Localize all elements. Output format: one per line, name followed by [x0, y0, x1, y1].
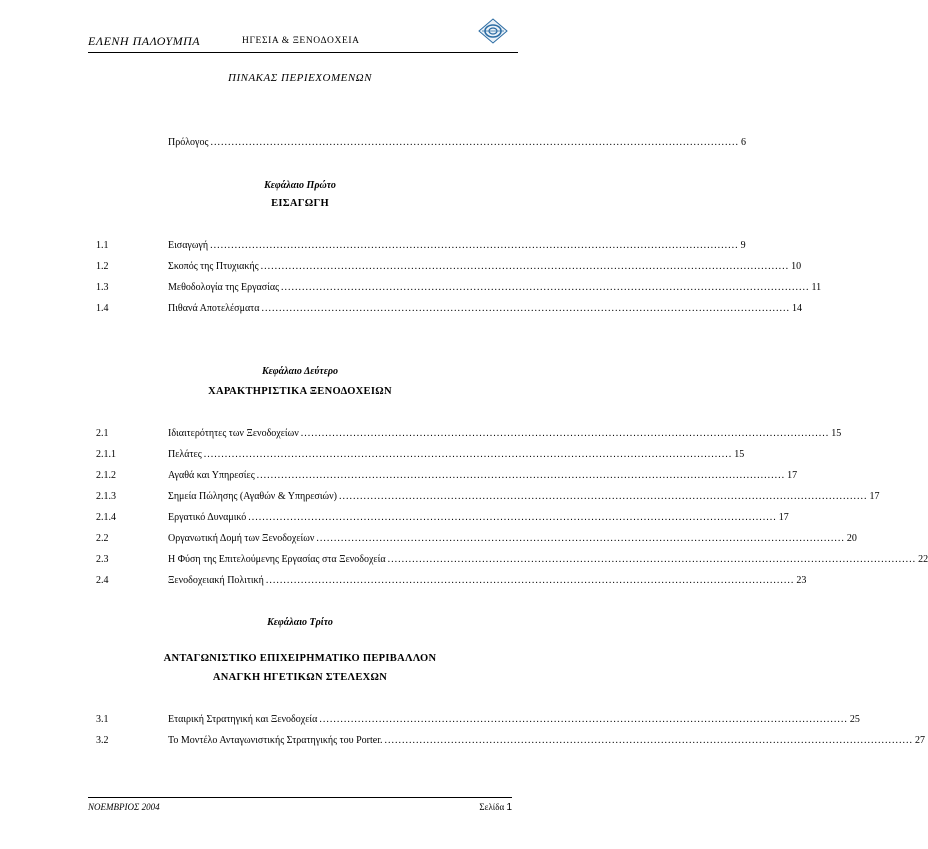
- dot-leader: .......................................................................................................................................................: [300, 428, 830, 439]
- toc-entry-title: Οργανωτική Δομή των Ξενοδοχείων: [168, 533, 315, 544]
- toc-entry-page: 14: [791, 303, 802, 314]
- toc-entry-page: 9: [740, 240, 746, 251]
- toc-entry-number: 2.1: [96, 428, 109, 439]
- toc-entry-number: 1.3: [96, 282, 109, 293]
- header-subject: ΗΓΕΣΙΑ & ΞΕΝΟΔΟΧΕΙΑ: [242, 36, 360, 46]
- dot-leader: .......................................................................................................................................................: [384, 735, 913, 746]
- chapter-2-title: ΧΑΡΑΚΤΗΡΙΣΤΙΚΑ ΞΕΝΟΔΟΧΕΙΩΝ: [208, 386, 392, 397]
- toc-entry-number: 3.1: [96, 714, 109, 725]
- toc-entry-title: Σκοπός της Πτυχιακής: [168, 261, 259, 272]
- toc-entry-number: 3.2: [96, 735, 109, 746]
- toc-entry[interactable]: [96, 714, 860, 728]
- toc-entry-page: 10: [791, 261, 802, 272]
- toc-entry-title: Πελάτες: [168, 449, 202, 460]
- dot-leader: .......................................................................................................................................................: [387, 554, 917, 565]
- toc-entry[interactable]: [96, 261, 802, 275]
- page-header: [88, 30, 518, 53]
- dot-leader: .......................................................................................................................................................: [316, 533, 845, 544]
- toc-entry[interactable]: [96, 512, 789, 526]
- dot-leader: .......................................................................................................................................................: [210, 137, 739, 148]
- toc-entry-page: 20: [846, 533, 857, 544]
- toc-entry-page: 15: [831, 428, 842, 439]
- toc-entry-number: 2.1.4: [96, 512, 116, 523]
- toc-entry-title: Εταιρική Στρατηγική και Ξενοδοχεία: [168, 714, 318, 725]
- toc-entry-page: 17: [778, 512, 789, 523]
- toc-entry-page: 11: [811, 282, 822, 293]
- header-author: ΕΛΕΝΗ ΠΑΛΟΥΜΠΑ: [88, 34, 201, 48]
- toc-entry-number: 2.4: [96, 575, 109, 586]
- toc-entry-title: Το Μοντέλο Ανταγωνιστικής Στρατηγικής του Porter.: [168, 735, 383, 746]
- footer-page-label: Σελίδα: [479, 802, 505, 812]
- toc-entry-title: Αγαθά και Υπηρεσίες: [168, 470, 255, 481]
- toc-entry[interactable]: [96, 449, 745, 463]
- toc-entry-title: Μεθοδολογία της Εργασίας: [168, 282, 280, 293]
- toc-entry-number: 2.1.1: [96, 449, 116, 460]
- toc-entry-number: 2.1.3: [96, 491, 116, 502]
- toc-entry[interactable]: [96, 303, 802, 317]
- dot-leader: .......................................................................................................................................................: [203, 449, 733, 460]
- toc-entry-prologue[interactable]: [96, 137, 746, 151]
- toc-entry[interactable]: [96, 282, 822, 296]
- dot-leader: .......................................................................................................................................................: [265, 575, 795, 586]
- toc-entry-title: Ξενοδοχειακή Πολιτική: [168, 575, 264, 586]
- footer-page-indicator: [479, 802, 512, 813]
- chapter-3-label: Κεφάλαιο Τρίτο: [267, 617, 333, 628]
- toc-entry[interactable]: [96, 240, 746, 254]
- toc-entry-page: 6: [740, 137, 746, 148]
- page-footer: [88, 797, 512, 812]
- toc-entry-page: 17: [787, 470, 798, 481]
- toc-entry-title: Πιθανά Αποτελέσματα: [168, 303, 260, 314]
- dot-leader: .......................................................................................................................................................: [260, 261, 790, 272]
- toc-entry-title: Ιδιαιτερότητες των Ξενοδοχείων: [168, 428, 299, 439]
- toc-entry[interactable]: [96, 575, 807, 589]
- toc-entry[interactable]: [96, 533, 857, 547]
- toc-entry-number: 1.1: [96, 240, 109, 251]
- dot-leader: .......................................................................................................................................................: [281, 282, 810, 293]
- company-logo-icon: [478, 18, 508, 44]
- toc-entry[interactable]: [96, 470, 798, 484]
- dot-leader: .......................................................................................................................................................: [256, 470, 786, 481]
- toc-entry-number: 1.2: [96, 261, 109, 272]
- toc-entry-page: 23: [796, 575, 807, 586]
- toc-entry-title: Σημεία Πώλησης (Αγαθών & Υπηρεσιών): [168, 491, 337, 502]
- toc-entry-page: 22: [918, 554, 928, 565]
- toc-entry-title: Η Φύση της Επιτελούμενης Εργασίας στα Ξενοδοχεία: [168, 554, 386, 565]
- chapter-3-title-line-1: ΑΝΤΑΓΩΝΙΣΤΙΚΟ ΕΠΙΧΕΙΡΗΜΑΤΙΚΟ ΠΕΡΙΒΑΛΛΟΝ: [163, 653, 437, 664]
- chapter-1-label: Κεφάλαιο Πρώτο: [264, 180, 336, 191]
- toc-entry[interactable]: [96, 735, 925, 749]
- chapter-3-title-line-2: ΑΝΑΓΚΗ ΗΓΕΤΙΚΩΝ ΣΤΕΛΕΧΩΝ: [212, 672, 388, 683]
- toc-entry-page: 15: [734, 449, 745, 460]
- chapter-2-label: Κεφάλαιο Δεύτερο: [262, 366, 338, 377]
- toc-entry-title: Πρόλογος: [168, 137, 209, 148]
- toc-entry-number: 2.1.2: [96, 470, 116, 481]
- toc-entry-page: 25: [849, 714, 860, 725]
- chapter-1-title: ΕΙΣΑΓΩΓΗ: [271, 198, 329, 209]
- dot-leader: .......................................................................................................................................................: [338, 491, 868, 502]
- toc-entry-number: 1.4: [96, 303, 109, 314]
- toc-entry[interactable]: [96, 428, 842, 442]
- toc-entry[interactable]: [96, 554, 928, 568]
- dot-leader: .......................................................................................................................................................: [248, 512, 777, 523]
- toc-entry-number: 2.3: [96, 554, 109, 565]
- toc-entry-title: Εισαγωγή: [168, 240, 209, 251]
- dot-leader: .......................................................................................................................................................: [319, 714, 848, 725]
- toc-entry[interactable]: [96, 491, 880, 505]
- dot-leader: .......................................................................................................................................................: [210, 240, 739, 251]
- toc-entry-page: 17: [869, 491, 880, 502]
- footer-page-number: 1: [506, 802, 512, 813]
- toc-title: ΠΙΝΑΚΑΣ ΠΕΡΙΕΧΟΜΕΝΩΝ: [228, 72, 372, 84]
- toc-entry-page: 27: [914, 735, 925, 746]
- dot-leader: .......................................................................................................................................................: [261, 303, 790, 314]
- toc-entry-number: 2.2: [96, 533, 109, 544]
- footer-date: ΝΟΕΜΒΡΙΟΣ 2004: [88, 802, 160, 812]
- toc-entry-title: Εργατικό Δυναμικό: [168, 512, 247, 523]
